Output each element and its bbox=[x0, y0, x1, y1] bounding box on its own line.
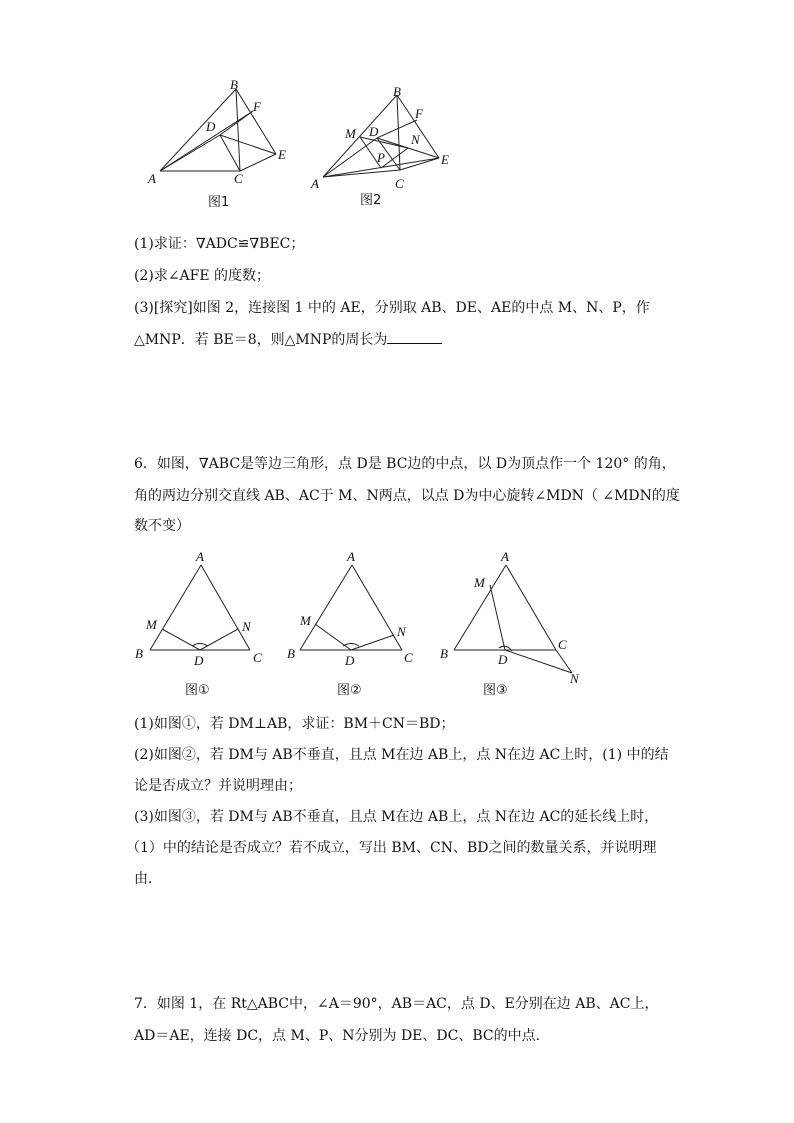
figure-2-caption: 图② bbox=[337, 683, 362, 698]
q6-figure-1 bbox=[130, 545, 270, 670]
q5-part3-line1: (3)[探究]如图 2，连接图 1 中的 AE，分别取 AB、DE、AE的中点 M、N、P，作 bbox=[134, 300, 650, 316]
q6-stem-line3: 数不变） bbox=[134, 518, 190, 534]
q6-part2-line2: 论是否成立？并说明理由； bbox=[134, 778, 302, 794]
q6-part3-line1: (3)如图③，若 DM与 AB不垂直，且点 M在边 AB上，点 N在边 AC的延长线上时， bbox=[134, 809, 659, 825]
q6-part3-line3: 由． bbox=[134, 871, 162, 887]
label-B: B bbox=[230, 77, 238, 92]
figure-1-caption: 图1 bbox=[208, 195, 230, 210]
label-D: D bbox=[345, 653, 355, 668]
label-N: N bbox=[397, 624, 406, 639]
q5-part2: (2)求∠AFE 的度数； bbox=[134, 268, 271, 284]
label-A: A bbox=[148, 171, 156, 186]
answer-blank[interactable] bbox=[387, 331, 442, 344]
label-M: M bbox=[345, 126, 356, 141]
q7-line1: 7．如图 1，在 Rt△ABC中，∠A＝90°，AB＝AC，点 D、E分别在边 AB、AC上， bbox=[134, 996, 659, 1012]
label-D: D bbox=[369, 124, 379, 139]
q5-part3-text: △MNP．若 BE＝8，则△MNP的周长为 bbox=[134, 332, 388, 348]
label-A: A bbox=[501, 549, 509, 564]
q5-figure-2 bbox=[305, 80, 465, 195]
label-C: C bbox=[404, 650, 413, 665]
q6-part1: (1)如图①，若 DM⊥AB，求证：BM＋CN＝BD； bbox=[134, 716, 455, 732]
label-B: B bbox=[440, 646, 448, 661]
q5-figure-1 bbox=[140, 75, 300, 190]
q6-figure-3 bbox=[436, 545, 586, 690]
figure-2-caption: 图2 bbox=[360, 193, 382, 208]
label-D: D bbox=[206, 119, 216, 134]
q5-part3-line2 bbox=[134, 329, 442, 349]
figure-1-caption: 图① bbox=[185, 683, 210, 698]
label-M: M bbox=[474, 575, 485, 590]
label-P: P bbox=[377, 150, 385, 165]
q7-line2: AD＝AE，连接 DC，点 M、P、N分别为 DE、DC、BC的中点． bbox=[134, 1028, 550, 1044]
label-M: M bbox=[300, 613, 311, 628]
label-A: A bbox=[196, 549, 204, 564]
q6-stem-line1: 6．如图，∇ABC是等边三角形，点 D是 BC边的中点，以 D为顶点作一个 120° 的角， bbox=[134, 456, 676, 472]
label-E: E bbox=[278, 147, 286, 162]
q6-part2-line1: (2)如图②，若 DM与 AB不垂直，且点 M在边 AB上，点 N在边 AC上时，(1) 中的结 bbox=[134, 747, 669, 763]
label-D: D bbox=[498, 652, 508, 667]
label-C: C bbox=[395, 176, 404, 191]
label-F: F bbox=[415, 106, 423, 121]
label-D: D bbox=[194, 653, 204, 668]
label-C: C bbox=[558, 637, 567, 652]
label-A: A bbox=[311, 176, 319, 191]
label-C: C bbox=[234, 171, 243, 186]
label-B: B bbox=[287, 646, 295, 661]
label-N: N bbox=[242, 619, 251, 634]
q6-part3-line2: （1）中的结论是否成立？若不成立，写出 BM、CN、BD之间的数量关系，并说明理 bbox=[126, 840, 657, 856]
label-E: E bbox=[441, 152, 449, 167]
label-B: B bbox=[135, 646, 143, 661]
figure-3-caption: 图③ bbox=[483, 683, 508, 698]
label-F: F bbox=[253, 99, 261, 114]
q6-stem-line2: 角的两边分别交直线 AB、AC于 M、N两点，以点 D为中心旋转∠MDN（ ∠MDN的度 bbox=[134, 488, 680, 504]
label-N: N bbox=[411, 132, 420, 147]
q5-part1: (1)求证：∇ADC≌∇BEC； bbox=[134, 236, 305, 252]
label-A: A bbox=[347, 549, 355, 564]
label-N: N bbox=[570, 671, 579, 686]
label-M: M bbox=[146, 617, 157, 632]
q6-figure-2 bbox=[282, 545, 422, 670]
label-B: B bbox=[393, 84, 401, 99]
label-C: C bbox=[253, 650, 262, 665]
